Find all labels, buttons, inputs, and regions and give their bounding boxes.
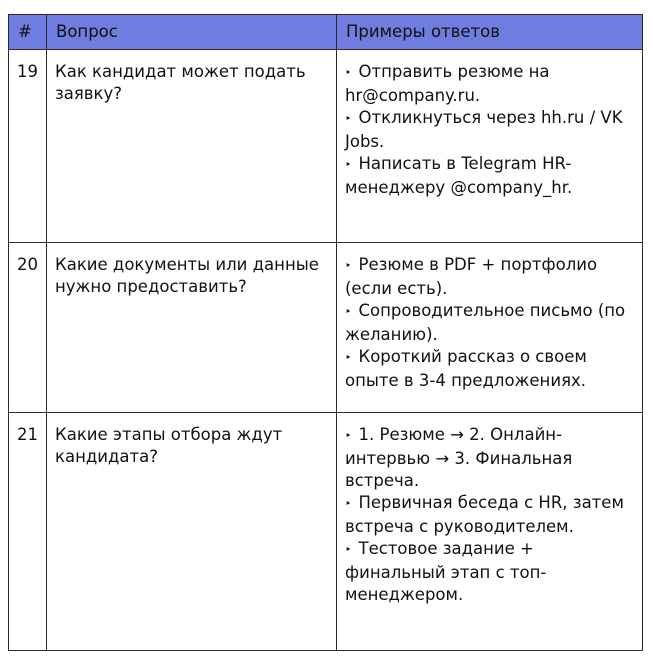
row-number: 21 xyxy=(9,413,47,651)
bullet-icon: ‣ xyxy=(345,497,352,510)
answer-item: ‣ Откликнуться через hh.ru / VK Jobs. xyxy=(345,108,623,151)
table-row xyxy=(9,50,643,243)
bullet-icon: ‣ xyxy=(345,351,352,364)
answer-item: ‣ Написать в Telegram HR-менеджеру @company_hr. xyxy=(345,154,573,197)
header-num: # xyxy=(9,15,47,50)
answer-item: ‣ Отправить резюме на hr@company.ru. xyxy=(345,62,550,105)
row-question: Какие этапы отбора ждут кандидата? xyxy=(47,413,337,651)
faq-table xyxy=(8,14,643,651)
bullet-icon: ‣ xyxy=(345,112,352,125)
answer-item: ‣ Резюме в PDF + портфолио (если есть). xyxy=(345,255,598,298)
bullet-icon: ‣ xyxy=(345,158,352,171)
answer-item: ‣ Первичная беседа с HR, затем встреча с руководителем. xyxy=(345,493,624,536)
header-question: Вопрос xyxy=(47,15,337,50)
table-row xyxy=(9,413,643,651)
bullet-icon: ‣ xyxy=(345,259,352,272)
row-number: 20 xyxy=(9,243,47,413)
header-answers: Примеры ответов xyxy=(337,15,643,50)
answer-item: ‣ 1. Резюме → 2. Онлайн-интервью → 3. Финальная встреча. xyxy=(345,425,573,490)
row-question: Как кандидат может подать заявку? xyxy=(47,50,337,243)
bullet-icon: ‣ xyxy=(345,543,352,556)
bullet-icon: ‣ xyxy=(345,66,352,79)
row-question: Какие документы или данные нужно предоставить? xyxy=(47,243,337,413)
table-header-row xyxy=(9,15,643,50)
row-answers xyxy=(337,413,643,651)
row-number: 19 xyxy=(9,50,47,243)
row-answers xyxy=(337,50,643,243)
table-row xyxy=(9,243,643,413)
bullet-icon: ‣ xyxy=(345,429,352,442)
answer-item: ‣ Короткий рассказ о своем опыте в 3-4 предложениях. xyxy=(345,347,587,390)
answer-item: ‣ Сопроводительное письмо (по желанию). xyxy=(345,301,626,344)
row-answers xyxy=(337,243,643,413)
bullet-icon: ‣ xyxy=(345,305,352,318)
answer-item: ‣ Тестовое задание + финальный этап с топ-менеджером. xyxy=(345,539,547,604)
